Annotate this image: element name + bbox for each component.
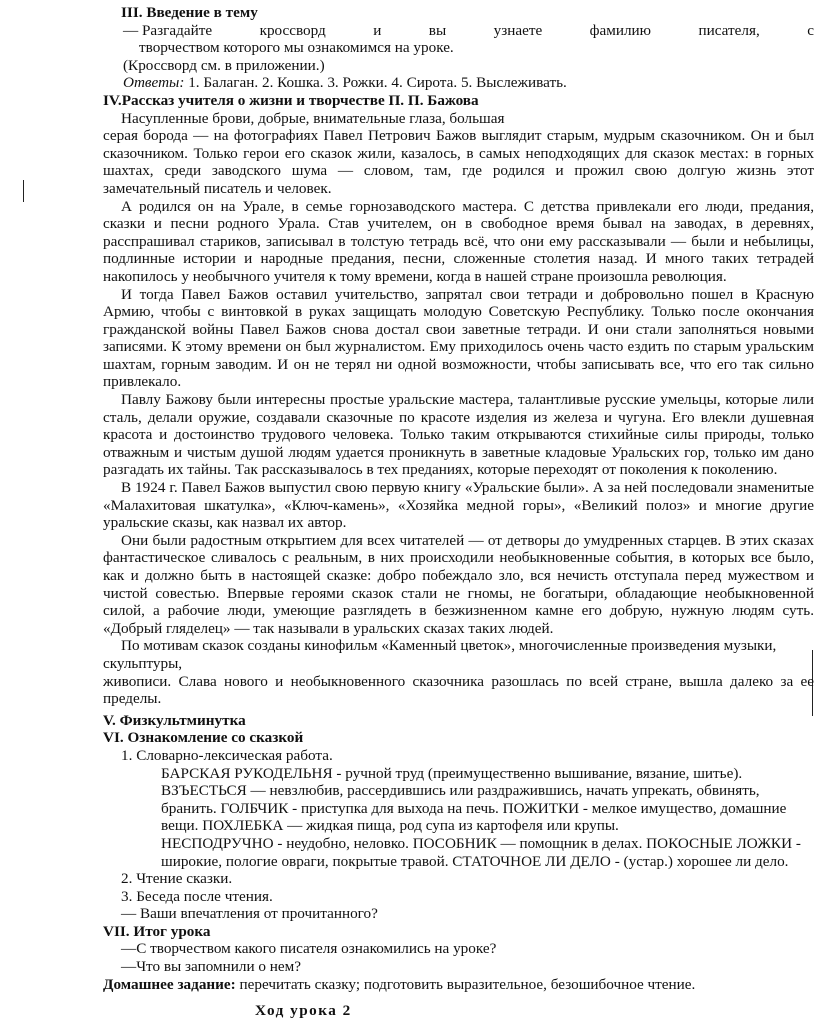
word: кроссворд [259,21,326,39]
summary-question-2: —Что вы запомнили о нем? [121,958,302,976]
answers-label: Ответы: [123,74,185,92]
list-item-3: 3. Беседа после чтения. [121,887,273,905]
section-5-heading: V. Физкультминутка [103,711,246,729]
paragraph-1-first-line: Насупленные брови, добрые, внимательные глаза, большая [121,109,505,127]
list-item-2: 2. Чтение сказки. [121,870,233,888]
word: писателя, [698,21,760,39]
paragraph-7: живописи. Слава нового и необыкновенного сказочника разошлась по всей стране, вышла далеко за ее пределы. [103,672,814,708]
vocabulary-block-1: БАРСКАЯ РУКОДЕЛЬНЯ - ручной труд (преимущественно вышивание, вязание, шитье). ВЗЪЕСТЬСЯ — невзлюбив, рассердившись или раздражившись, начать упрекать, обвинять, бранить. ГОЛБЧИК - приступка для выхода на печь. ПОЖИТКИ - мелкое имущество, домашние вещи. ПОХЛЕБКА — жидкая пища, род супа из картофеля или крупы. [161,764,787,835]
lesson-heading: Ход урока 2 [255,1002,352,1020]
section-3-heading: III. Введение в тему [121,4,258,21]
paragraph-3: И тогда Павел Бажов оставил учительство, запрятал свои тетради и добровольно пошел в Красную Армию, чтобы с винтовкой в руках защищать молодую Советскую Республику. Только после окончания гражданской войны Павел Бажов снова достал свои заветные тетради. И они стали заполняться новыми записями. К этому времени он был журналистом. Ему приходилось очень часто ездить по старым уральским шахтам, горным заводим. И он не терял ни одной возможности, чтобы записывать все, что его так сильно привлекало. [103,285,814,391]
crossword-note: (Кроссворд см. в приложении.) [123,56,325,74]
paragraph-4: Павлу Бажову были интересны простые уральские мастера, талантливые русские умельцы, которые лили сталь, делали оружие, создавали сказочные по красоте изделия из железа и чугуна. Его влекли душевная красота и достоинство трудового человека. Только таким открываются стихийные силы природы, только отважным и чистым душой людям удается проникнуть в заветные кладовые Уральских гор, только им дано разгадать их тайны. Так рассказывалось в тех преданиях, которые переходят от поколения к поколению. [103,391,814,479]
word: — Разгадайте [123,21,213,39]
word: фамилию [589,21,652,39]
section-6-heading: VI. Ознакомление со сказкой [103,729,304,747]
homework [103,976,814,994]
paragraph-5: В 1924 г. Павел Бажов выпустил свою первую книгу «Уральские были». А за ней последовали знаменитые «Малахитовая шкатулка», «Ключ-камень», «Хозяйка медной горы», «Великий полоз» и многие другие уральские сказы, как назвал их автор. [103,479,814,532]
paragraph-6: Они были радостным открытием для всех читателей — от детворы до умудренных старцев. В этих сказах фантастическое сливалось с реальным, в них происходили необыкновенные события, в которых все было, как и должно быть в настоящей сказке: добро побеждало зло, вся нечисть отступала перед мужеством и чистой совестью. Впервые героями сказок стали не гномы, не богатыри, обладающие необыкновенной силой, а рабочие люди, умеющие разглядеть в безжизненном камне его добрую, нужную людям суть. «Добрый гляделец» — так называли в уральских сказах таких людей. [103,531,814,637]
word: с [807,21,814,39]
discussion-question: — Ваши впечатления от прочитанного? [121,905,378,923]
paragraph-7-first: По мотивам сказок созданы кинофильм «Каменный цветок», многочисленные произведения музыки, скульптуры, [103,637,777,672]
homework-label: Домашнее задание: [103,975,236,993]
summary-question-1: —С творчеством какого писателя ознакомились на уроке? [121,940,497,958]
section-7-heading: VII. Итог урока [103,922,211,940]
homework-text: перечитать сказку; подготовить выразительное, безошибочное чтение. [235,975,696,993]
crossword-intro-cont: творчеством которого мы ознакомимся на уроке. [139,39,454,57]
word: вы [428,21,447,39]
word: и [373,21,382,39]
paragraph-2: А родился он на Урале, в семье горнозаводского мастера. С детства привлекали его люди, предания, сказки и песни родного Урала. Став учителем, он в свободное время бывал на заводах, в деревнях, расспрашивал стариков, записывал в толстую тетрадь всё, что они ему рассказывали — были и небылицы, подлинные истории и народные предания, песни, сложенные столетия назад. И много таких тетрадей накопилось у необычного учителя к тому времени, когда в нашей стране произошла революция. [103,197,814,285]
document-page [103,4,814,1020]
answers-text: 1. Балаган. 2. Кошка. 3. Рожки. 4. Сирота. 5. Выслеживать. [184,74,567,92]
word: узнаете [493,21,543,39]
margin-mark-left [23,180,24,202]
section-4-heading: IV.Рассказ учителя о жизни и творчестве П. П. Бажова [103,91,479,109]
crossword-answers [123,74,814,92]
list-item-1: 1. Словарно-лексическая работа. [121,746,333,764]
paragraph-1: серая борода — на фотографиях Павел Петрович Бажов выглядит старым, мудрым сказочником. Он и был сказочником. Только герои его сказок жили, казалось, в самых неподходящих для сказок местах: в горных шахтах, среди заводского шума — словом, там, где родился и прожил свою долгую жизнь этот замечательный писатель и человек. [103,127,814,197]
crossword-intro-line [123,22,814,40]
vocabulary-block-2: НЕСПОДРУЧНО - неудобно, неловко. ПОСОБНИК — помощник в делах. ПОКОСНЫЕ ЛОЖКИ - широкие, пологие овраги, покрытые травой. СТАТОЧНОЕ ЛИ ДЕЛО - (устар.) хорошее ли дело. [161,834,801,870]
